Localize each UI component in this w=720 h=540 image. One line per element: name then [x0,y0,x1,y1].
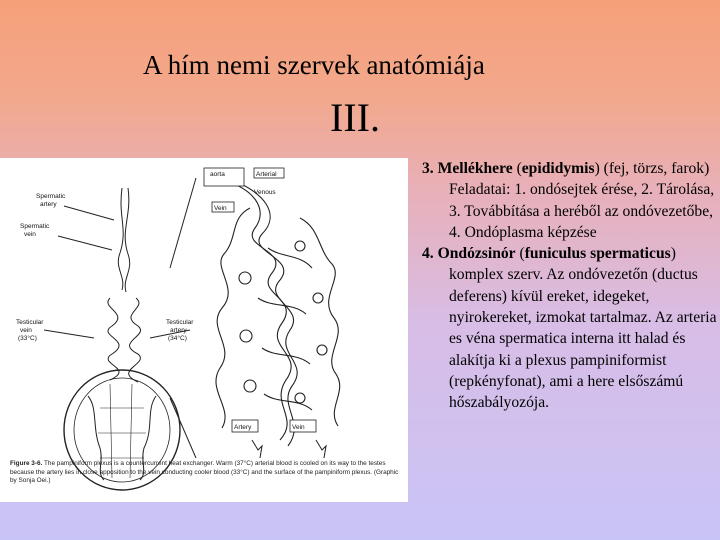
label-spermatic-vein-2: vein [24,231,36,238]
label-testicular-vein-temp: (33°C) [18,335,37,342]
item-3-latin: epididymis [521,160,595,177]
figure-caption [10,460,400,486]
label-spermatic-artery-2: artery [40,201,57,208]
box-label-artery: Artery [234,424,252,431]
label-testicular-artery-temp: (34°C) [168,335,187,342]
box-label-venous: Venous [254,189,276,196]
box-label-arterial: Arterial [256,171,277,178]
label-spermatic-artery-1: Spermatic [36,193,66,200]
label-testicular-vein-2: vein [20,327,32,334]
caption-label: Figure 3-6. [10,460,43,467]
item-3-text: ) (fej, törzs, farok) Feladatai: 1. ondósejtek érése, 2. Tárolása, 3. Továbbítása a heréből az ondóvezetőbe, 4. Ondóplasma képzése [449,160,715,241]
content-text [422,158,720,414]
slide-title: A hím nemi szervek anatómiája [143,50,485,80]
item-4-number: 4. [422,245,434,263]
item-3-open: ( [512,160,522,177]
label-testicular-vein-1: Testicular [16,319,44,326]
box-label-vein: Vein [214,205,227,212]
item-3-number: 3. [422,160,434,177]
pampiniform-plexus-diagram [0,158,408,502]
slide-title-numeral: III. [330,95,380,140]
item-4-funiculus [422,243,720,413]
item-3-epididymis [422,158,720,243]
box-label-vein-bottom: Vein [292,424,305,431]
item-4-latin: funiculus spermaticus [524,245,671,263]
caption-text: The pampiniform plexus is a countercurrent heat exchanger. Warm (37°C) arterial blood is cooled on its way to the testes because the artery lies in close apposition to the vein conducting cooler blood (33°C) and the surface of the pampiniform plexus. (Graphic by Sonja Oei.) [10,460,399,485]
label-testicular-artery-1: Testicular [166,319,194,326]
item-4-text: ) komplex szerv. Az ondóvezetőn (ductus deferens) kívül ereket, idegeket, nyirokereket, izmokat tartalmaz. Az arteria es véna spermatica interna itt halad és alakítja ki a plexus pampiniformist (repkényfonat), ami a here elsőszámú hőszabályozója. [449,245,717,412]
label-testicular-artery-2: artery [170,327,187,334]
box-label-aorta: aorta [210,171,225,178]
item-4-term: Ondózsinór [437,245,516,263]
item-4-open: ( [515,245,525,263]
anatomy-figure [0,158,408,502]
item-3-term: Mellékhere [437,160,513,177]
label-spermatic-vein-1: Spermatic [20,223,50,230]
